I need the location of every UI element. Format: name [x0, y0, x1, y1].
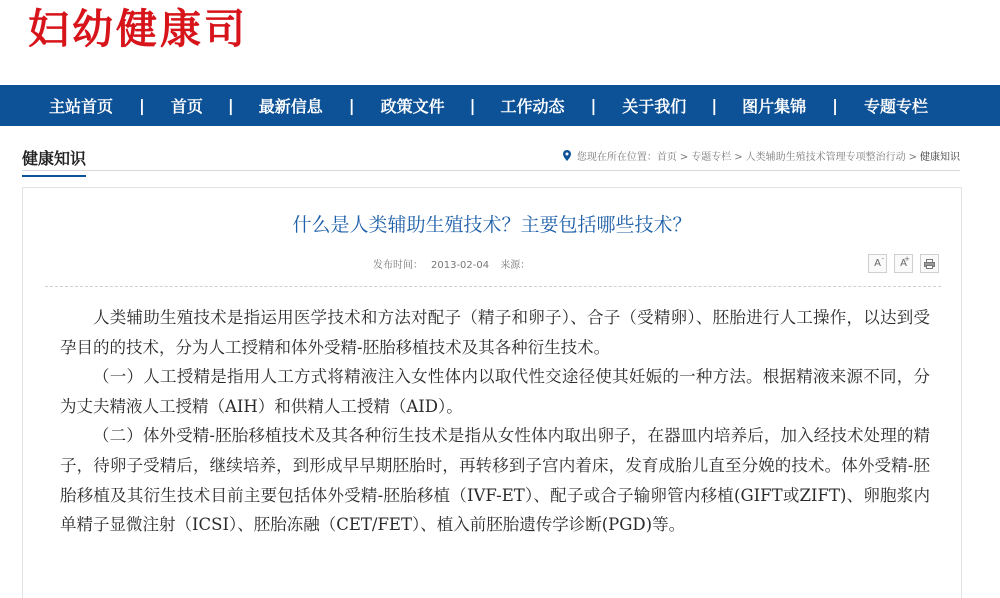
publish-label: 发布时间： [373, 260, 423, 271]
site-logo-title: 妇幼健康司 [28, 5, 248, 53]
publish-date: 2013-02-04 [431, 260, 490, 271]
nav-separator: | [139, 96, 145, 115]
main-navbar [0, 85, 1000, 126]
nav-separator: | [348, 96, 355, 115]
article-title: 什么是人类辅助生殖技术？主要包括哪些技术？ [292, 214, 692, 236]
article-content [60, 303, 930, 540]
article-divider [45, 286, 941, 287]
nav-separator: | [711, 96, 718, 115]
nav-item-7[interactable]: 图片集锦 [742, 97, 807, 116]
breadcrumb-current: 健康知识 [920, 152, 960, 163]
font-decrease-icon[interactable]: A - [868, 254, 887, 273]
nav-separator: | [590, 96, 597, 115]
nav-item-4[interactable]: 政策文件 [380, 97, 445, 116]
nav-separator: | [832, 96, 839, 115]
article-paragraph: （二）体外受精-胚胎移植技术及其各种衍生技术是指从女性体内取出卵子，在器皿内培养后，加入经技术处理的精子，待卵子受精后，继续培养，到形成早早期胚胎时，再转移到子宫内着床，发育成胎儿直至分娩的技术。体外受精-胚胎移植及其衍生技术目前主要包括体外受精-胚胎移植（IVF-ET）、配子或合子输卵管内移植(GIFT或ZIFT)、卵胞浆内单精子显微注射（ICSI）、胚胎冻融（CET/FET）、植入前胚胎遗传学诊断(PGD)等。 [60, 426, 930, 535]
font-increase-icon[interactable]: A + [894, 254, 913, 273]
breadcrumb-prefix: 您现在所在位置： [576, 152, 657, 163]
section-header [22, 140, 960, 171]
article-container [22, 187, 962, 598]
breadcrumb [563, 148, 960, 163]
section-title: 健康知识 [22, 146, 86, 177]
breadcrumb-separator: > [908, 152, 917, 163]
nav-items [0, 85, 1000, 126]
nav-separator: | [469, 96, 476, 115]
nav-item-5[interactable]: 工作动态 [500, 97, 565, 116]
breadcrumb-separator: > [679, 152, 689, 163]
article-paragraph: （一）人工授精是指用人工方式将精液注入女性体内以取代性交途径使其妊娠的一种方法。根据精液来源不同，分为丈夫精液人工授精（AIH）和供精人工授精（AID）。 [60, 367, 930, 416]
nav-item-1[interactable]: 主站首页 [49, 97, 114, 116]
article-meta [373, 256, 538, 271]
article-paragraph: 人类辅助生殖技术是指运用医学技术和方法对配子（精子和卵子）、合子（受精卵）、胚胎进行人工操作，以达到受孕目的的技术，分为人工授精和体外受精-胚胎移植技术及其各种衍生技术。 [60, 308, 930, 357]
breadcrumb-link[interactable]: 人类辅助生殖技术管理专项整治行动 [745, 152, 906, 163]
breadcrumb-link[interactable]: 专题专栏 [691, 152, 732, 163]
source-label: 来源： [500, 260, 531, 271]
print-icon[interactable] [920, 254, 939, 273]
breadcrumb-separator: > [734, 152, 743, 163]
location-pin-icon [563, 150, 571, 161]
nav-item-8[interactable]: 专题专栏 [864, 97, 929, 116]
article-tools [868, 254, 939, 273]
nav-separator: | [227, 96, 234, 115]
nav-item-3[interactable]: 最新信息 [258, 97, 323, 116]
nav-item-2[interactable]: 首页 [170, 97, 203, 116]
breadcrumb-link[interactable]: 首页 [656, 152, 677, 163]
breadcrumb-links [657, 148, 920, 163]
nav-item-6[interactable]: 关于我们 [622, 97, 687, 116]
